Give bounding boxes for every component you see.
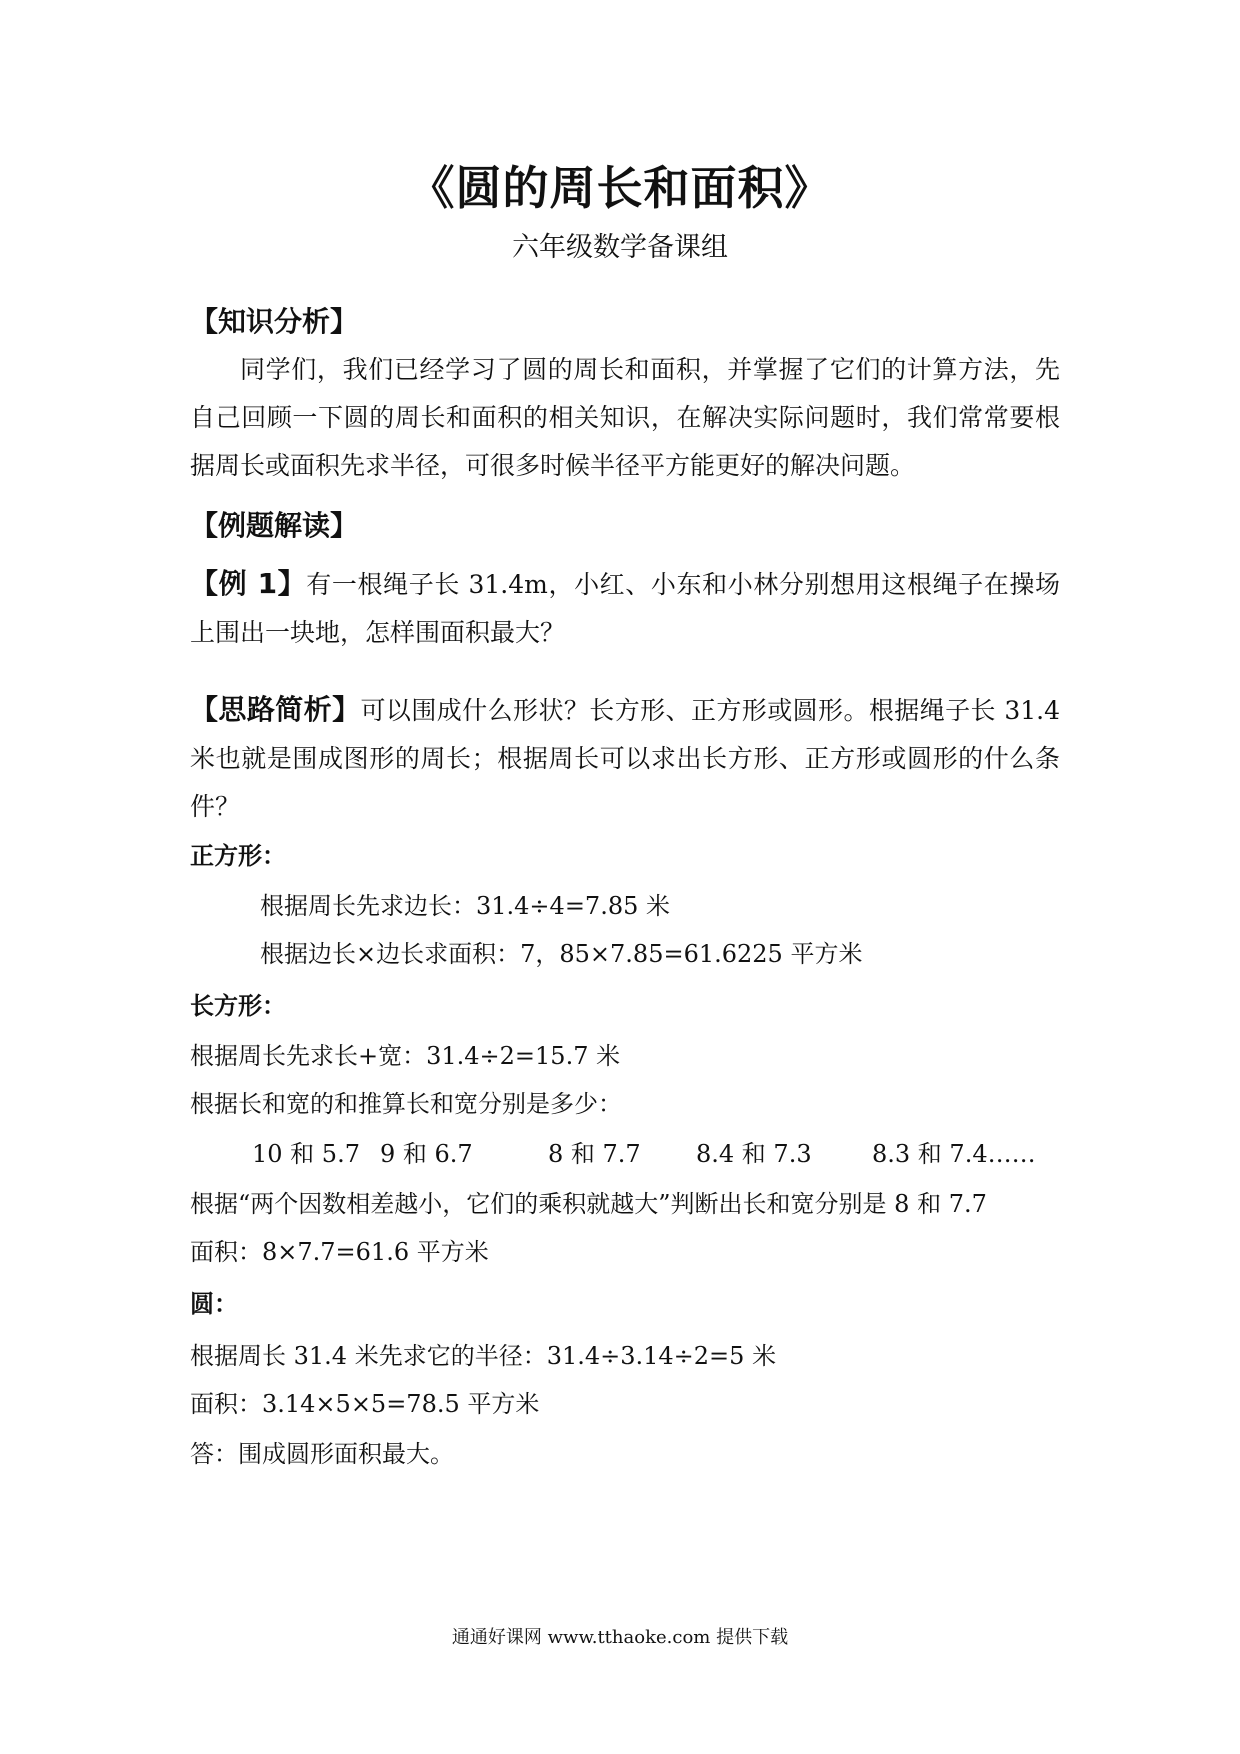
example-1 [190, 560, 1060, 657]
circle-heading: 圆： [190, 1290, 238, 1318]
rectangle-heading: 长方形： [190, 992, 286, 1020]
pair-item: 10 和 5.7 [252, 1140, 360, 1168]
pair-item: 8 和 7.7 [548, 1140, 641, 1168]
answer: 答：围成圆形面积最大。 [190, 1440, 454, 1468]
square-line-1: 根据周长先求边长：31.4÷4=7.85 米 [260, 892, 670, 920]
pair-item: 8.3 和 7.4…… [872, 1140, 1036, 1168]
page-title: 《圆的周长和面积》 [408, 161, 832, 215]
page-footer: 通通好课网 www.tthaoke.com 提供下载 [451, 1627, 789, 1648]
circle-line-1: 根据周长 31.4 米先求它的半径：31.4÷3.14÷2=5 米 [190, 1342, 777, 1370]
analysis-lead: 【思路简析】 [190, 693, 361, 726]
page-subtitle: 六年级数学备课组 [512, 232, 728, 263]
example-1-text: 有一根绳子长 31.4m，小红、小东和小林分别想用这根绳子在操场上围出一块地，怎样围面积最大？ [190, 570, 1061, 647]
knowledge-heading: 【知识分析】 [190, 305, 359, 338]
pair-item: 8.4 和 7.3 [696, 1140, 812, 1168]
analysis-text: 可以围成什么形状？长方形、正方形或圆形。根据绳子长 31.4 米也就是围成图形的周长；根据周长可以求出长方形、正方形或圆形的什么条件？ [190, 696, 1060, 821]
circle-area: 面积：3.14×5×5=78.5 平方米 [190, 1390, 540, 1418]
square-heading: 正方形： [190, 842, 286, 870]
example-1-lead: 【例 1】 [190, 567, 307, 600]
knowledge-paragraph: 同学们，我们已经学习了圆的周长和面积，并掌握了它们的计算方法，先自己回顾一下圆的周长和面积的相关知识，在解决实际问题时，我们常常要根据周长或面积先求半径，可很多时候半径平方能更好的解决问题。 [190, 355, 1060, 480]
rectangle-line-2: 根据长和宽的和推算长和宽分别是多少： [190, 1090, 622, 1118]
square-line-2: 根据边长×边长求面积：7，85×7.85=61.6225 平方米 [260, 940, 863, 968]
analysis [190, 686, 1060, 831]
examples-heading: 【例题解读】 [190, 509, 359, 542]
rectangle-line-1: 根据周长先求长+宽：31.4÷2=15.7 米 [190, 1042, 621, 1070]
rectangle-line-3: 根据“两个因数相差越小，它们的乘积就越大”判断出长和宽分别是 8 和 7.7 [190, 1190, 987, 1218]
rectangle-area: 面积：8×7.7=61.6 平方米 [190, 1238, 489, 1266]
rectangle-pairs [252, 1134, 1036, 1174]
pair-item: 9 和 6.7 [380, 1140, 473, 1168]
